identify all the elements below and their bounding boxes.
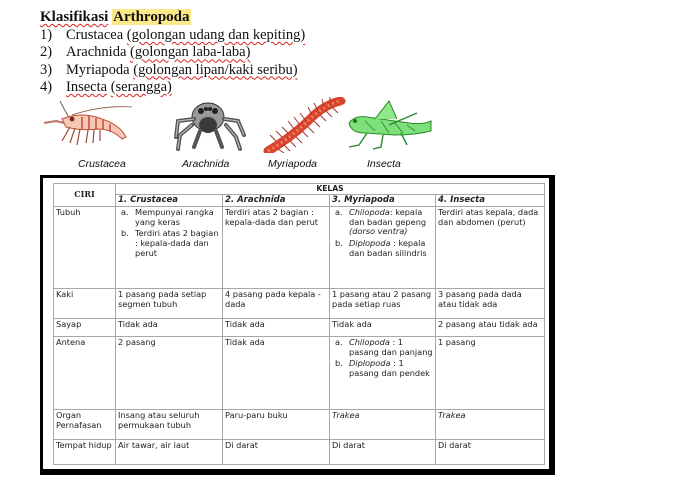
cell-crustacea: Insang atau seluruh permukaan tubuh (116, 410, 223, 440)
figure-label-insecta: Insecta (367, 158, 401, 170)
cell-insecta: Di darat (436, 440, 545, 465)
cell-crustacea: 1 pasang pada setiap segmen tubuh (116, 289, 223, 319)
figure-label-myriapoda: Myriapoda (268, 158, 318, 170)
cell-arachnida: Di darat (223, 440, 330, 465)
row-label: Sayap (54, 319, 116, 337)
table-row-organ-pernafasan (54, 410, 545, 440)
list-number: 3) (40, 61, 53, 78)
table-row-kaki (54, 289, 545, 319)
header-ciri: CIRI (54, 184, 116, 207)
list-desc: (serangga) (110, 78, 172, 95)
grasshopper-icon (345, 97, 435, 153)
table-row-tempat-hidup (54, 440, 545, 465)
cell-insecta: 3 pasang pada dada atau tidak ada (436, 289, 545, 319)
cell-arachnida: 4 pasang pada kepala - dada (223, 289, 330, 319)
list-number: 4) (40, 78, 53, 95)
row-label: Tempat hidup (54, 440, 116, 465)
cell-insecta: Trakea (436, 410, 545, 440)
list-item (40, 62, 305, 79)
cell-crustacea: a. Mempunyai rangka yang keras b. Terdiri atas 2 bagian : kepala-dada dan perut (116, 207, 223, 289)
list-name: Arachnida (66, 44, 127, 61)
cell-myriapoda: Di darat (330, 440, 436, 465)
cell-crustacea: Air tawar, air laut (116, 440, 223, 465)
table-row-sayap (54, 319, 545, 337)
cell-arachnida: Terdiri atas 2 bagian : kepala-dada dan perut (223, 207, 330, 289)
list-item (40, 27, 305, 44)
cell-arachnida: Tidak ada (223, 319, 330, 337)
title-highlight: Arthropoda (113, 9, 190, 25)
header-class-crustacea: 1. Crustacea (116, 194, 223, 207)
cell-myriapoda: Tidak ada (330, 319, 436, 337)
list-item (40, 44, 305, 61)
list-desc: (golongan laba-laba) (130, 44, 251, 61)
figure-label-crustacea: Crustacea (78, 158, 126, 170)
cell-insecta: 2 pasang atau tidak ada (436, 319, 545, 337)
list-number: 2) (40, 44, 53, 61)
header-class-arachnida: 2. Arachnida (223, 194, 330, 207)
table-row-tubuh (54, 207, 545, 289)
cell-crustacea: Tidak ada (116, 319, 223, 337)
list-name: Insecta (66, 78, 108, 95)
list-name: Myriapoda (66, 61, 130, 78)
shrimp-icon (42, 97, 134, 153)
classification-list (40, 27, 305, 96)
cell-insecta: Terdiri atas kepala, dada dan abdomen (perut) (436, 207, 545, 289)
cell-myriapoda: a. Chilopoda: kepala dan badan gepeng (dorso ventra) b. Diplopoda : kepala dan badan silindris (330, 207, 436, 289)
list-name: Crustacea (66, 27, 124, 43)
row-label: Organ Pernafasan (54, 410, 116, 440)
row-label: Tubuh (54, 207, 116, 289)
centipede-icon (262, 97, 348, 153)
row-label: Antena (54, 337, 116, 410)
cell-crustacea: 2 pasang (116, 337, 223, 410)
list-number: 1) (40, 27, 53, 43)
list-desc: (golongan udang dan kepiting) (126, 27, 306, 43)
cell-insecta: 1 pasang (436, 337, 545, 410)
list-item (40, 79, 305, 96)
cell-arachnida: Paru-paru buku (223, 410, 330, 440)
spider-icon (170, 97, 248, 153)
arthropod-figures (40, 97, 460, 175)
list-desc: (golongan lipan/kaki seribu) (133, 61, 298, 78)
table-row-antena (54, 337, 545, 410)
classification-table (53, 183, 545, 465)
header-kelas: KELAS (116, 184, 545, 195)
figure-label-arachnida: Arachnida (182, 158, 230, 170)
header-class-myriapoda: 3. Myriapoda (330, 194, 436, 207)
cell-arachnida: Tidak ada (223, 337, 330, 410)
header-class-insecta: 4. Insecta (436, 194, 545, 207)
document-title (40, 9, 191, 26)
cell-myriapoda: a. Chilopoda : 1 pasang dan panjang b. Diplopoda : 1 pasang dan pendek (330, 337, 436, 410)
title-prefix: Klasifikasi (40, 9, 109, 25)
cell-myriapoda: Trakea (330, 410, 436, 440)
cell-myriapoda: 1 pasang atau 2 pasang pada setiap ruas (330, 289, 436, 319)
row-label: Kaki (54, 289, 116, 319)
